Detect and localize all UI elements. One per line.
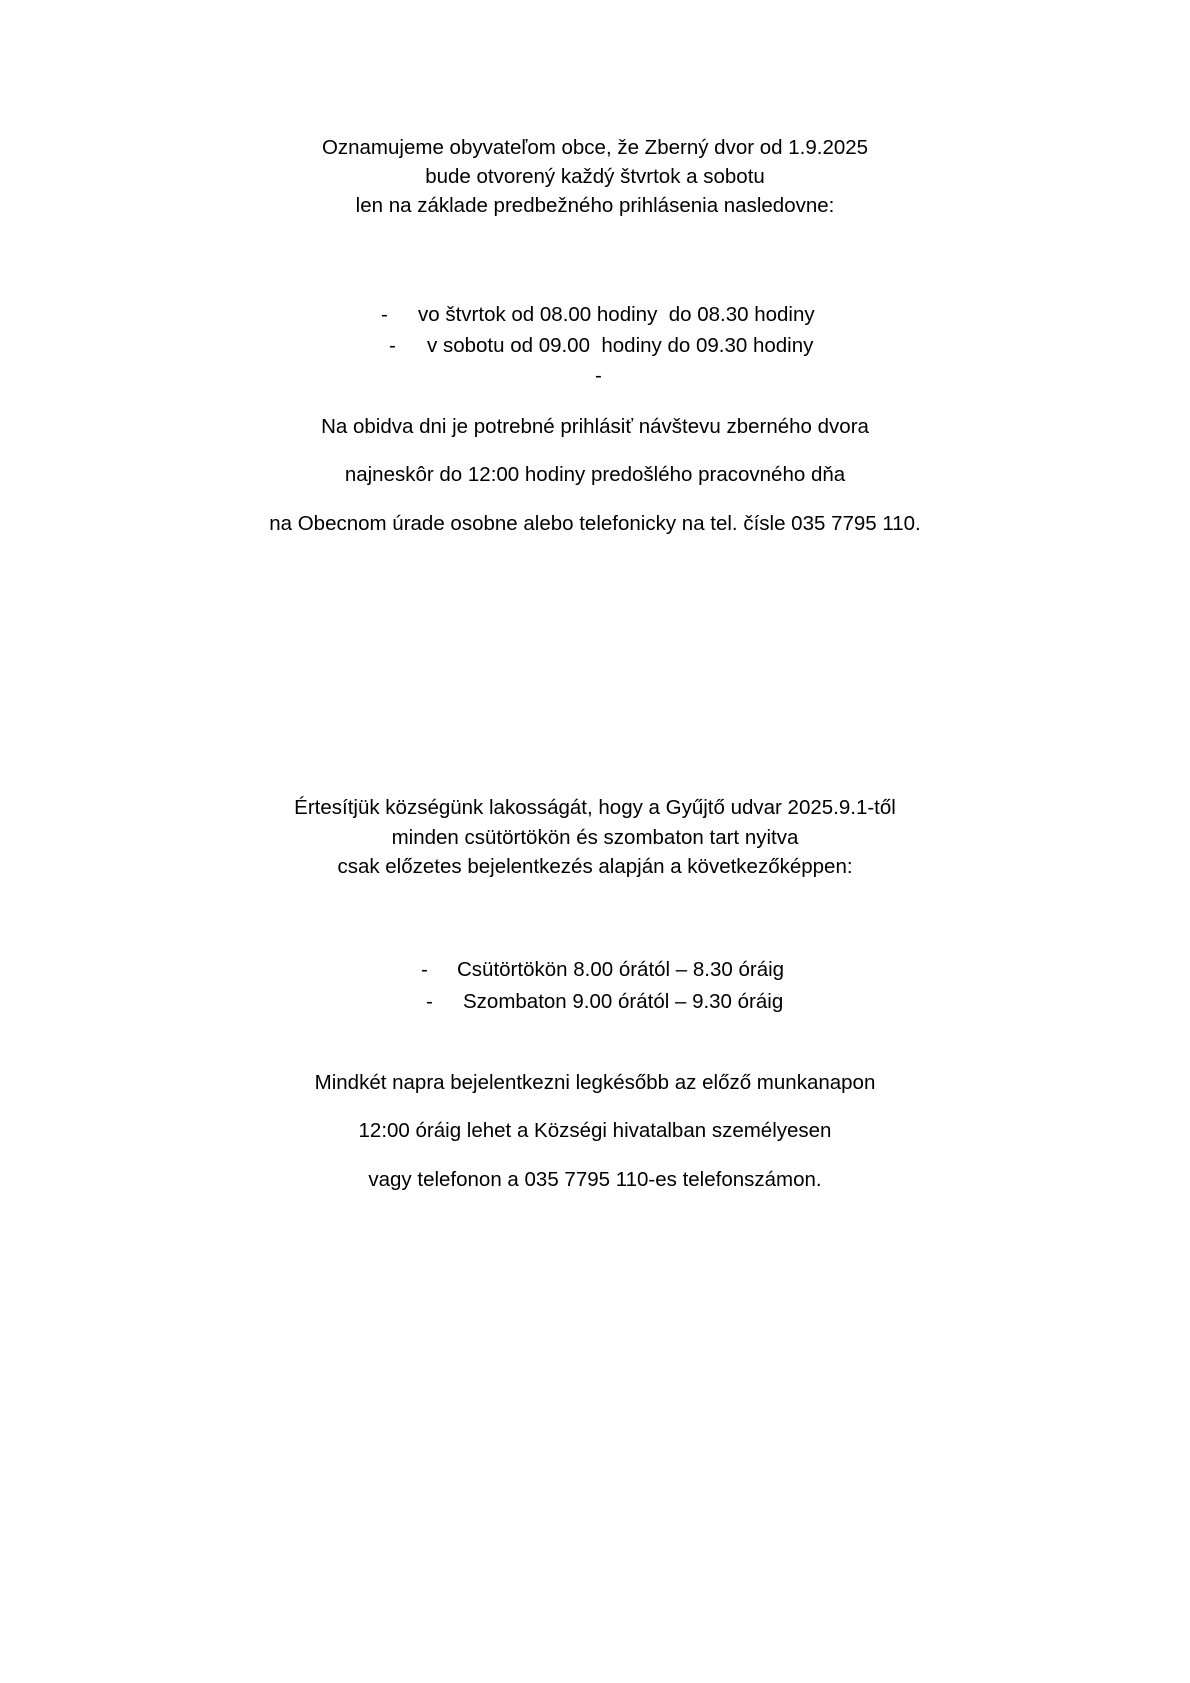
slovak-notice-line-2: najneskôr do 12:00 hodiny predošlého pracovného dňa [344,463,846,486]
slovak-schedule-thursday: vo štvrtok od 08.00 hodiny do 08.30 hodiny [418,303,815,326]
slovak-notice-line-3: na Obecnom úrade osobne alebo telefonicky na tel. čísle 035 7795 110. [269,512,921,535]
slovak-intro-line-1: Oznamujeme obyvateľom obce, že Zberný dvor od 1.9.2025 [321,136,869,159]
hungarian-intro-line-2: minden csütörtökön és szombaton tart nyitva [391,826,799,849]
slovak-intro-line-2: bude otvorený každý štvrtok a sobotu [425,165,765,188]
hungarian-intro-line-1: Értesítjük községünk lakosságát, hogy a Gyűjtő udvar 2025.9.1-től [294,796,896,819]
bullet-marker: - [421,958,428,981]
hungarian-notice-line-3: vagy telefonon a 035 7795 110-es telefonszámon. [368,1168,822,1191]
hungarian-notice-line-1: Mindkét napra bejelentkezni legkésőbb az előző munkanapon [314,1071,876,1094]
hungarian-notice-line-2: 12:00 óráig lehet a Községi hivatalban személyesen [358,1119,832,1142]
slovak-schedule-saturday: v sobotu od 09.00 hodiny do 09.30 hodiny [427,334,814,357]
slovak-notice-line-1: Na obidva dni je potrebné prihlásiť návštevu zberného dvora [321,415,869,438]
hungarian-schedule-thursday: Csütörtökön 8.00 órától – 8.30 óráig [457,958,785,981]
bullet-marker: - [381,303,388,326]
slovak-intro-line-3: len na základe predbežného prihlásenia nasledovne: [355,194,835,217]
bullet-marker: - [426,990,433,1013]
bullet-marker: - [389,334,396,357]
hungarian-schedule-saturday: Szombaton 9.00 órától – 9.30 óráig [463,990,784,1013]
empty-bullet-marker: - [595,364,602,387]
hungarian-intro-line-3: csak előzetes bejelentkezés alapján a következőképpen: [337,855,853,878]
